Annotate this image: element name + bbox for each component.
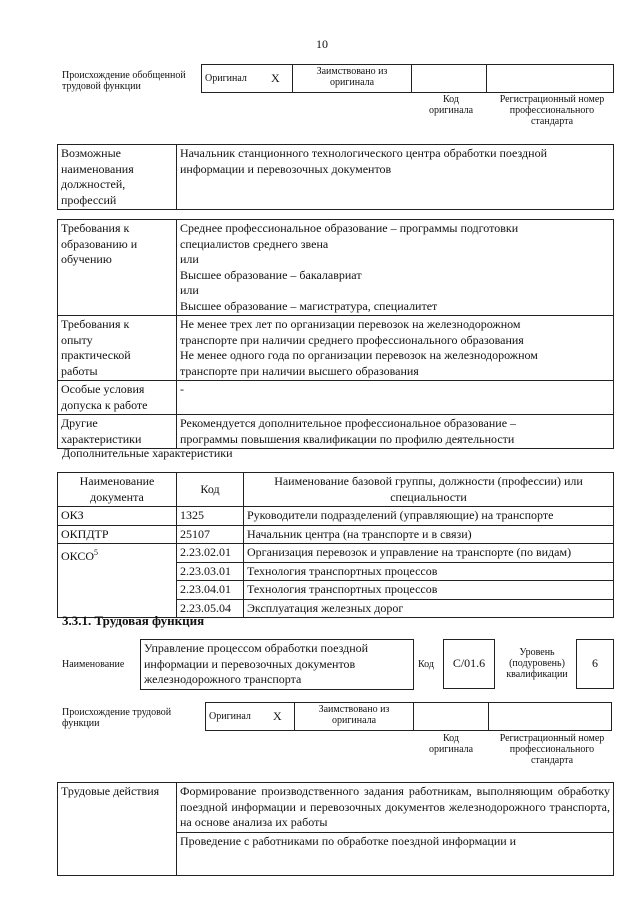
page-number: 10 (316, 37, 328, 51)
row-doc: ОКСО (61, 549, 95, 563)
special-conditions-value: - (180, 382, 184, 396)
row-doc: ОКЗ (61, 508, 84, 522)
level-label: Уровень (подуровень) квалификации (506, 647, 568, 680)
education-label: Требования к образованию и обучению (61, 221, 138, 266)
row-code: 1325 (180, 508, 204, 522)
level-value: 6 (592, 656, 598, 671)
function-code-box (443, 639, 495, 689)
level-box (576, 639, 614, 689)
reg-number-caption: Регистрационный номер профессионального стандарта (499, 94, 605, 127)
requirement-row (58, 316, 614, 381)
code-original-caption-2: Код оригинала (428, 733, 474, 755)
row-name: Технология транспортных процессов (247, 582, 438, 596)
requirement-row (58, 381, 614, 415)
header-code: Код (200, 481, 220, 496)
additional-table (57, 472, 614, 618)
positions-table (57, 144, 614, 210)
header-name: Наименование базовой группы, должности (профессии) или специальности (274, 474, 583, 504)
origin-label-2: Происхождение трудовой функции (62, 707, 172, 729)
row-name: Руководители подразделений (управляющие) на транспорте (247, 508, 554, 522)
function-name-value: Управление процессом обработки поездной информации и перевозочных документов железнодорожного транспорта (144, 641, 369, 686)
name-label: Наименование (62, 659, 125, 670)
row-code: 2.23.03.01 (180, 563, 231, 578)
original-label: Оригинал (205, 73, 247, 84)
row-code: 2.23.05.04 (180, 600, 231, 615)
borrowed-label-2: Заимствовано из оригинала (318, 704, 390, 726)
experience-value: Не менее трех лет по организации перевозок на железнодорожном транспорте при наличии среднего профессионального образования Не менее одного года по организации перевозок на железнодорожном транспорте при наличии высшего образования (180, 317, 538, 378)
labor-action-item: Проведение с работниками по обработке поездной информации и (180, 833, 517, 848)
function-name-box (140, 639, 414, 690)
row-name: Организация перевозок и управление на транспорте (по видам) (247, 545, 572, 559)
table-row (58, 783, 614, 833)
experience-label: Требования к опыту практической работы (61, 317, 131, 378)
positions-value: Начальник станционного технологического центра обработки поездной информации и перевозочных документов (180, 146, 548, 176)
labor-actions-label: Трудовые действия (61, 784, 160, 798)
table-row (58, 507, 614, 526)
row-name: Эксплуатация железных дорог (247, 600, 404, 615)
code-label: Код (418, 659, 434, 670)
table-row (58, 525, 614, 544)
requirements-table (57, 219, 614, 449)
header-doc: Наименование документа (79, 474, 155, 504)
row-name: Начальник центра (на транспорте и в связи) (247, 526, 472, 541)
row-code: 25107 (180, 526, 210, 541)
row-name: Технология транспортных процессов (247, 563, 438, 578)
code-original-caption: Код оригинала (428, 94, 474, 116)
positions-label: Возможные наименования должностей, профессий (61, 146, 134, 207)
row-doc: ОКПДТР (61, 526, 109, 541)
origin-table-2 (205, 702, 612, 731)
original-mark: X (271, 70, 280, 85)
row-code: 2.23.04.01 (180, 582, 231, 596)
requirement-row (58, 415, 614, 449)
section-heading: 3.3.1. Трудовая функция (62, 613, 205, 628)
other-label: Другие характеристики (61, 416, 142, 446)
education-value: Среднее профессиональное образование – программы подготовки специалистов среднего звена или Высшее образование – бакалавриат или Высшее образование – магистратура, специалитет (180, 221, 519, 313)
reg-number-caption-2: Регистрационный номер профессионального стандарта (499, 733, 605, 766)
original-label-2: Оригинал (209, 711, 251, 722)
function-code-value: C/01.6 (452, 656, 486, 671)
original-mark-2: X (273, 708, 282, 723)
special-conditions-label: Особые условия допуска к работе (61, 382, 148, 412)
requirement-row (58, 220, 614, 316)
borrowed-label: Заимствовано из оригинала (316, 66, 388, 88)
origin-label: Происхождение обобщенной трудовой функции (62, 70, 186, 92)
origin-table (201, 64, 614, 93)
labor-actions-table (57, 782, 614, 876)
row-code: 2.23.02.01 (180, 545, 231, 559)
table-row (58, 544, 614, 563)
other-value: Рекомендуется дополнительное профессиональное образование – программы повышения квалификации по профилю деятельности (180, 416, 517, 446)
footnote-mark: 5 (94, 548, 99, 557)
additional-heading: Дополнительные характеристики (62, 446, 233, 460)
labor-action-item: Формирование производственного задания работникам, выполняющим обработку поездной информации и перевозочных документов железнодорожного транспорта, на основе анализа их работы (180, 784, 610, 829)
